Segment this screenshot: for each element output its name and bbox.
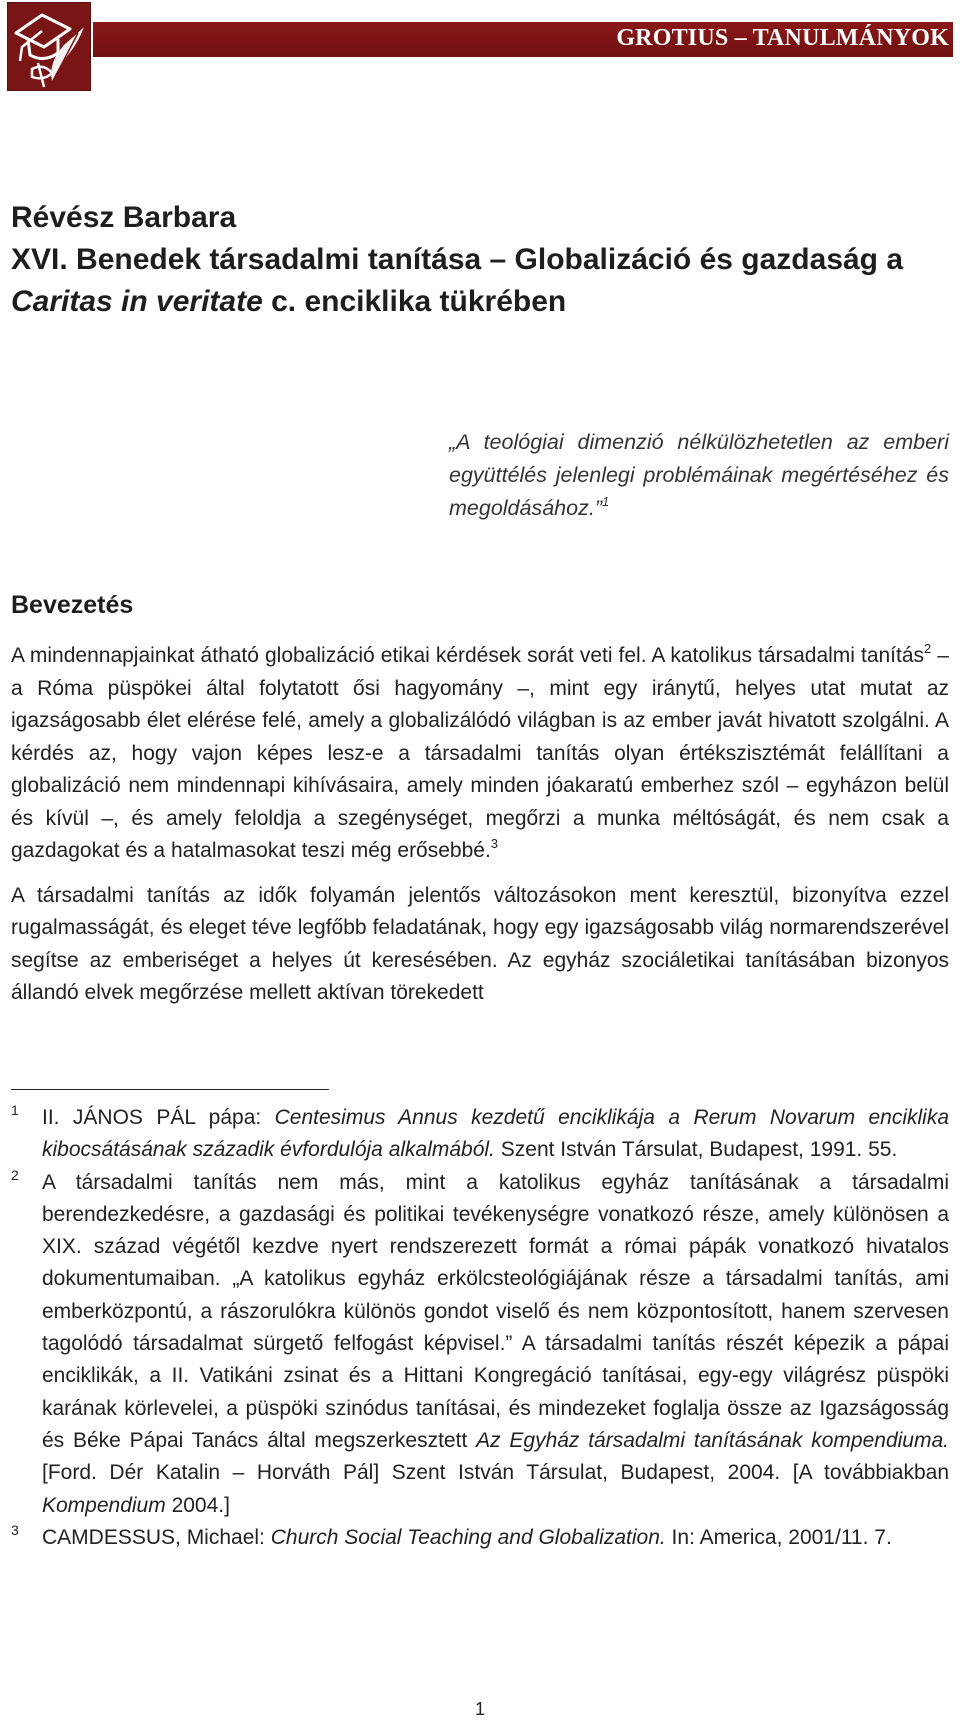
paragraph-text: A mindennapjainkat átható globalizáció etikai kérdések sorát veti fel. A katolikus társadalmi tanítás <box>11 644 925 667</box>
footnote-ref[interactable]: 3 <box>490 836 499 851</box>
epigraph-text: „A teológiai dimenzió nélkülözhetetlen az emberi együttélés jelenlegi problémáinak megértéséhez és megoldásához.” <box>449 430 949 520</box>
footnote-text: In: America, 2001/11. 7. <box>665 1525 892 1549</box>
footnote-text: Szent István Társulat, Budapest, 1991. 55. <box>494 1138 898 1162</box>
footnote-text: [Ford. Dér Katalin – Horváth Pál] Szent István Társulat, Budapest, 2004. [A továbbiakban <box>42 1461 949 1485</box>
footnote-text: CAMDESSUS, Michael: <box>42 1525 271 1549</box>
footnote-1 <box>11 1102 949 1167</box>
footnote-italic-title: Centesimus Annus kezdetű enciklikája a Rerum Novarum enciklika kibocsátásának századik évfordulója alkalmából. <box>42 1106 950 1162</box>
footnote-text: 2004.] <box>165 1493 230 1517</box>
article-title-line-1: XVI. Benedek társadalmi tanítása – Globalizáció és gazdaság a <box>11 243 904 276</box>
footnote-italic-title: Church Social Teaching and Globalization. <box>270 1525 666 1549</box>
paragraph-text: – a Róma püspökei által folytatott ősi hagyomány –, mint egy iránytű, helyes utat mutat az igazságosabb élet elérése felé, amely a globalizálódó világban is az ember javát hivatott szolgálni. A kérdés az, hogy vajon képes lesz-e a társadalmi tanítás olyan értékszisztémát felállítani a globalizáció nem mindennapi kihívásaira, amely minden jóakaratú emberhez szól – egyházon belül és kívül –, és amely feloldja a szegénységet, megőrzi a munka méltóságát, és nem csak a gazdagokat és a hatalmasokat teszi még erősebbé. <box>11 644 949 862</box>
page-number: 1 <box>474 1699 485 1719</box>
footnote-italic-title: Az Egyház társadalmi tanításának kompendiuma. <box>476 1428 949 1452</box>
footnote-ref[interactable]: 2 <box>924 641 932 656</box>
article-title-line-2 <box>11 281 951 323</box>
journal-title: GROTIUS – TANULMÁNYOK <box>616 25 949 51</box>
footnotes <box>11 1102 949 1554</box>
footnote-number: 3 <box>11 1521 19 1538</box>
footnote-number: 1 <box>11 1102 19 1118</box>
body-text <box>11 640 949 1022</box>
encyclical-title: Caritas in veritate <box>11 285 263 318</box>
footnote-text: A társadalmi tanítás nem más, mint a katolikus egyház tanításának a társadalmi berendezkedésre, a gazdasági és politikai tevékenységre vonatkozó része, amely különösen a XIX. század végétől kezdve nyert rendszerezett formát a római pápák vonatkozó hivatalos dokumentumaiban. „A katolikus egyház erkölcsteológiájának része a társadalmi tanítás, ami emberközpontú, a rászorulókra különös gondot viselő és nem központosított, hanem szervesen tagolódó társadalmat sürgető felfogást képvisel.” A társadalmi tanítás részét képezik a pápai enciklikák, a II. Vatikáni zsinat és a Hittani Kongregáció tanításai, egy-egy világrész püspöki karának körlevelei, a püspöki szinódus tanításai, és mindezeket foglalja össze az Igazságosság és Béke Pápai Tanács által megszerkesztett <box>42 1170 949 1452</box>
mortarboard-quill-logo-icon <box>8 3 90 90</box>
paragraph <box>11 640 949 868</box>
footnote-2 <box>11 1167 949 1522</box>
footnote-3 <box>11 1522 949 1554</box>
footnote-ref[interactable]: 1 <box>601 494 610 509</box>
author-name: Révész Barbara <box>11 201 237 234</box>
article-title-block <box>11 197 951 323</box>
article-title-line-2-rest: c. enciklika tükrében <box>262 285 567 318</box>
footnote-number: 2 <box>11 1166 19 1183</box>
paragraph <box>11 880 949 1010</box>
footnote-italic-title: Kompendium <box>42 1493 166 1517</box>
footnote-separator <box>11 1089 329 1090</box>
logo <box>7 2 91 91</box>
epigraph-quote <box>449 426 949 525</box>
section-heading: Bevezetés <box>11 591 134 619</box>
paragraph-text: A társadalmi tanítás az idők folyamán jelentős változásokon ment keresztül, bizonyítva ezzel rugalmasságát, és eleget téve legfőbb feladatának, hogy egy igazságosabb világ normarendszerével segítse az emberiséget a helyes út keresésében. Az egyház szociáletikai tanításában bizonyos állandó elvek megőrzése mellett aktívan törekedett <box>11 883 949 1004</box>
footnote-text: II. JÁNOS PÁL pápa: <box>42 1106 275 1129</box>
header-bar <box>93 22 953 57</box>
